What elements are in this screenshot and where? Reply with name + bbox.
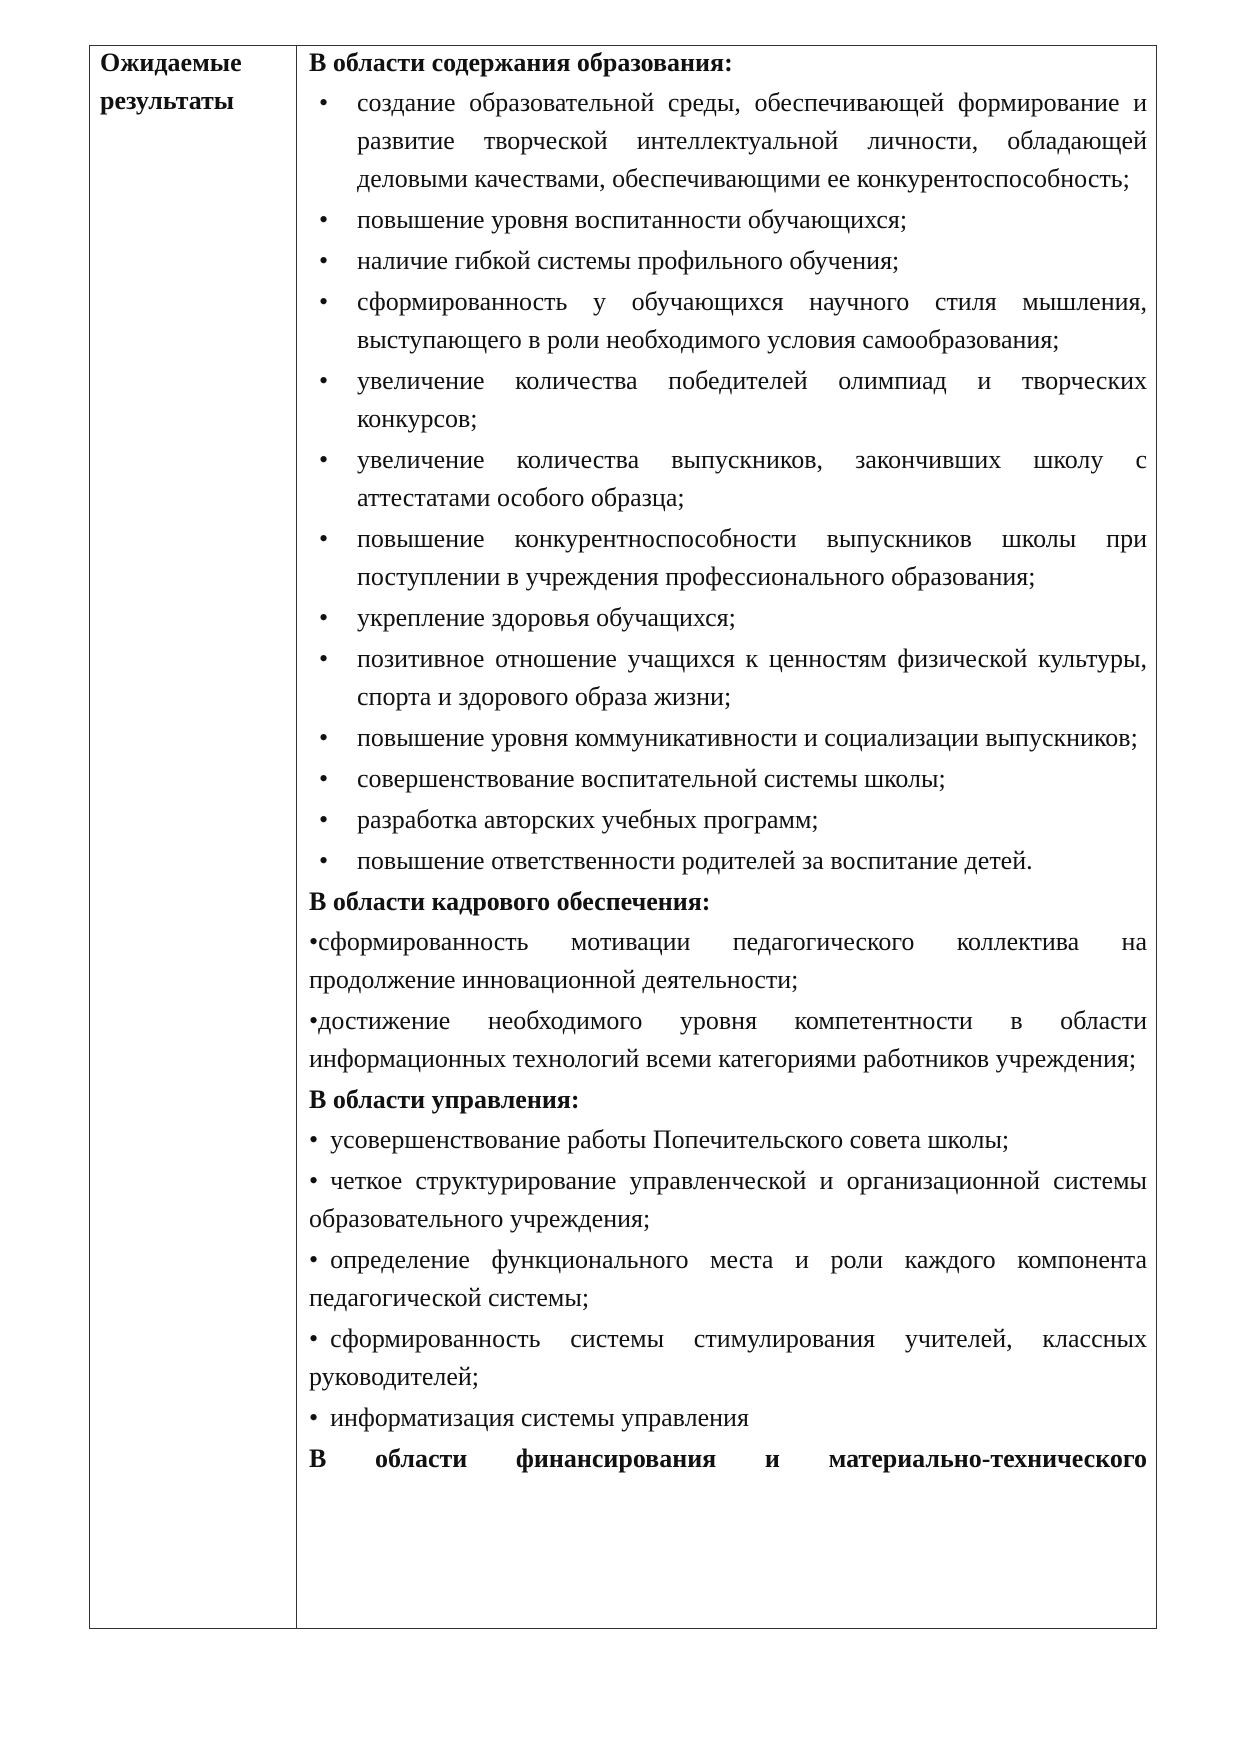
paragraph-item: • определение функционального места и роли каждого компонента педагогической системы; (309, 1245, 1147, 1312)
row-label: Ожидаемые результаты (100, 48, 242, 115)
paragraph-item: •достижение необходимого уровня компетентности в области информационных технологий всеми категориями работников учреждения; (309, 1006, 1147, 1073)
bullet-glyph: • (309, 927, 319, 956)
paragraph-item: • сформированность системы стимулирования учителей, классных руководителей; (309, 1324, 1147, 1391)
list-item: • увеличение количества победителей олимпиад и творческих конкурсов; (309, 362, 1147, 438)
list-item: • сформированность у обучающихся научного стиля мышления, выступающего в роли необходимого условия самообразования; (309, 283, 1147, 359)
paragraph-item: • четкое структурирование управленческой и организационной системы образовательного учреждения; (309, 1166, 1147, 1233)
section-heading: В области содержания образования: (309, 48, 733, 77)
section-heading: В области управления: (309, 1085, 580, 1114)
bullet-list (309, 84, 1147, 880)
bullet-glyph: • (309, 1125, 319, 1154)
list-item: • разработка авторских учебных программ; (309, 801, 1147, 839)
list-item: • наличие гибкой системы профильного обучения; (309, 242, 1147, 280)
list-item: • повышение уровня воспитанности обучающихся; (309, 201, 1147, 239)
section-heading: В области финансирования и материально-технического (309, 1444, 1147, 1473)
bullet-glyph: • (309, 1006, 319, 1035)
paragraph-item: • информатизация системы управления (309, 1403, 749, 1432)
list-item: • укрепление здоровья обучащихся; (309, 599, 1147, 637)
paragraph-item: • усовершенствование работы Попечительского совета школы; (309, 1125, 1010, 1154)
list-item: • позитивное отношение учащихся к ценностям физической культуры, спорта и здорового образа жизни; (309, 640, 1147, 716)
paragraph-item: •сформированность мотивации педагогического коллектива на продолжение инновационной деятельности; (309, 927, 1147, 994)
bullet-glyph: • (309, 1324, 319, 1353)
section-heading: В области кадрового обеспечения: (309, 887, 711, 916)
list-item: • повышение ответственности родителей за воспитание детей. (309, 842, 1147, 880)
row-content (309, 44, 1147, 1480)
column-divider (296, 45, 297, 1629)
list-item: • повышение уровня коммуникативности и социализации выпускников; (309, 719, 1147, 757)
bullet-glyph: • (309, 1166, 319, 1195)
list-item: • совершенствование воспитательной системы школы; (309, 760, 1147, 798)
bullet-glyph: • (309, 1403, 319, 1432)
bullet-glyph: • (309, 1245, 319, 1274)
list-item: • повышение конкурентноспособности выпускников школы при поступлении в учреждения профессионального образования; (309, 520, 1147, 596)
list-item: • создание образовательной среды, обеспечивающей формирование и развитие творческой интеллектуальной личности, обладающей деловыми качествами, обеспечивающими ее конкурентоспособность; (309, 84, 1147, 198)
list-item: • увеличение количества выпускников, закончивших школу с аттестатами особого образца; (309, 441, 1147, 517)
